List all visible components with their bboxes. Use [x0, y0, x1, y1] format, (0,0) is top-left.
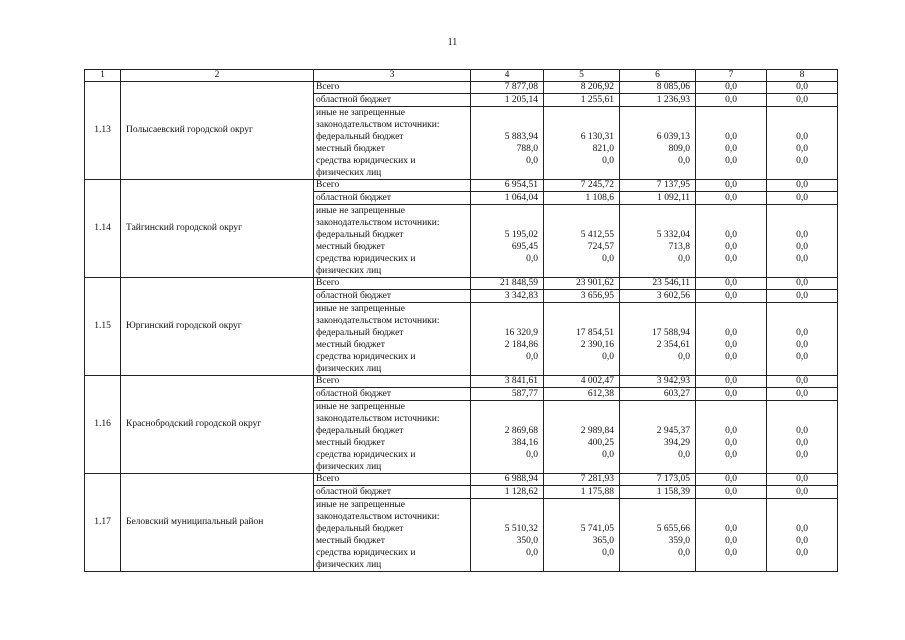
- value-federal: 0,0: [725, 524, 737, 534]
- label-other-sources: [314, 401, 471, 474]
- value-legal: 0,0: [526, 352, 538, 362]
- header-cell: 3: [314, 70, 471, 82]
- header-cell: 1: [85, 70, 121, 82]
- value-regional: 587,77: [471, 388, 544, 401]
- label-regional: областной бюджет: [314, 486, 471, 499]
- value-regional: 0,0: [696, 486, 767, 499]
- spacer: [698, 205, 764, 229]
- label-line: физических лиц: [316, 364, 382, 374]
- value-other-sources: [544, 205, 620, 278]
- value-local: 2 184,86: [504, 340, 538, 350]
- value-federal: 2 945,37: [656, 426, 690, 436]
- value-legal: 0,0: [526, 450, 538, 460]
- table-row: [85, 278, 838, 290]
- value-federal: 17 854,51: [576, 328, 614, 338]
- header-cell: 4: [471, 70, 544, 82]
- value-local: 788,0: [516, 144, 538, 154]
- value-legal: 0,0: [602, 548, 614, 558]
- value-local: 2 354,61: [656, 340, 690, 350]
- municipality-name: Юргинский городской округ: [121, 278, 314, 376]
- value-regional: 3 342,83: [471, 290, 544, 303]
- value-federal: 0,0: [796, 230, 808, 240]
- value-legal: 0,0: [602, 450, 614, 460]
- value-total: 0,0: [767, 474, 838, 486]
- value-total: 0,0: [767, 376, 838, 388]
- label-regional: областной бюджет: [314, 290, 471, 303]
- value-local: 821,0: [592, 144, 614, 154]
- value-other-sources: [696, 303, 767, 376]
- value-federal: 5 655,66: [656, 524, 690, 534]
- value-total: 3 942,93: [620, 376, 696, 388]
- value-other-sources: [471, 205, 544, 278]
- value-local: 0,0: [725, 438, 737, 448]
- spacer: [622, 205, 690, 229]
- value-other-sources: [767, 401, 838, 474]
- value-other-sources: [767, 205, 838, 278]
- label-total: Всего: [314, 82, 471, 94]
- value-legal: 0,0: [678, 352, 690, 362]
- value-regional: 0,0: [767, 388, 838, 401]
- row-number: 1.16: [85, 376, 121, 474]
- value-local: 713,8: [668, 242, 690, 252]
- header-cell: 7: [696, 70, 767, 82]
- spacer: [622, 107, 690, 131]
- value-total: 0,0: [767, 82, 838, 94]
- label-total: Всего: [314, 278, 471, 290]
- value-total: 7 877,08: [471, 82, 544, 94]
- label-other-sources: [314, 107, 471, 180]
- label-line: средства юридических и: [316, 548, 416, 558]
- label-other-sources: [314, 205, 471, 278]
- value-legal: 0,0: [725, 450, 737, 460]
- value-total: 8 085,06: [620, 82, 696, 94]
- value-federal: 17 588,94: [652, 328, 690, 338]
- value-federal: 0,0: [796, 426, 808, 436]
- value-local: 0,0: [796, 242, 808, 252]
- value-other-sources: [544, 107, 620, 180]
- value-legal: 0,0: [796, 450, 808, 460]
- value-regional: 0,0: [696, 388, 767, 401]
- municipality-name: Краснобродский городской округ: [121, 376, 314, 474]
- value-total: 23 546,11: [620, 278, 696, 290]
- value-federal: 0,0: [796, 524, 808, 534]
- label-line: законодательством источники:: [316, 120, 440, 130]
- value-regional: 1 128,62: [471, 486, 544, 499]
- value-other-sources: [696, 499, 767, 572]
- header-cell: 5: [544, 70, 620, 82]
- spacer: [473, 499, 538, 523]
- label-line: иные не запрещенные: [316, 206, 406, 216]
- value-other-sources: [696, 401, 767, 474]
- header-row: [85, 70, 838, 82]
- value-local: 365,0: [592, 536, 614, 546]
- value-federal: 16 320,9: [504, 328, 538, 338]
- table-row: [85, 82, 838, 94]
- value-legal: 0,0: [678, 156, 690, 166]
- label-line: федеральный бюджет: [316, 328, 404, 338]
- value-regional: 612,38: [544, 388, 620, 401]
- spacer: [546, 205, 614, 229]
- label-line: законодательством источники:: [316, 512, 440, 522]
- value-local: 350,0: [516, 536, 538, 546]
- value-total: 0,0: [767, 180, 838, 192]
- value-total: 7 137,95: [620, 180, 696, 192]
- value-federal: 0,0: [725, 230, 737, 240]
- label-line: местный бюджет: [316, 144, 385, 154]
- value-legal: 0,0: [678, 254, 690, 264]
- spacer: [622, 303, 690, 327]
- value-total: 0,0: [696, 474, 767, 486]
- value-regional: 0,0: [767, 94, 838, 107]
- spacer: [546, 401, 614, 425]
- spacer: [769, 401, 835, 425]
- value-regional: 1 175,88: [544, 486, 620, 499]
- budget-table: [84, 69, 838, 572]
- value-legal: 0,0: [725, 352, 737, 362]
- value-local: 0,0: [725, 340, 737, 350]
- value-other-sources: [471, 401, 544, 474]
- label-line: средства юридических и: [316, 352, 416, 362]
- value-regional: 0,0: [696, 192, 767, 205]
- value-other-sources: [767, 107, 838, 180]
- value-total: 8 206,92: [544, 82, 620, 94]
- value-total: 0,0: [696, 376, 767, 388]
- value-regional: 1 236,93: [620, 94, 696, 107]
- label-regional: областной бюджет: [314, 388, 471, 401]
- label-line: физических лиц: [316, 266, 382, 276]
- value-other-sources: [620, 205, 696, 278]
- value-federal: 2 989,84: [580, 426, 614, 436]
- value-other-sources: [471, 303, 544, 376]
- value-local: 695,45: [511, 242, 538, 252]
- value-local: 400,25: [587, 438, 614, 448]
- label-line: местный бюджет: [316, 340, 385, 350]
- value-local: 384,16: [511, 438, 538, 448]
- value-federal: 0,0: [796, 132, 808, 142]
- value-other-sources: [696, 107, 767, 180]
- value-other-sources: [696, 205, 767, 278]
- value-other-sources: [544, 303, 620, 376]
- label-line: иные не запрещенные: [316, 304, 406, 314]
- value-local: 0,0: [796, 438, 808, 448]
- value-other-sources: [471, 499, 544, 572]
- value-regional: 0,0: [696, 290, 767, 303]
- value-local: 0,0: [725, 536, 737, 546]
- label-line: местный бюджет: [316, 242, 385, 252]
- value-total: 21 848,59: [471, 278, 544, 290]
- value-regional: 0,0: [767, 192, 838, 205]
- label-line: федеральный бюджет: [316, 132, 404, 142]
- spacer: [473, 107, 538, 131]
- value-regional: 0,0: [696, 94, 767, 107]
- value-regional: 1 255,61: [544, 94, 620, 107]
- label-line: законодательством источники:: [316, 316, 440, 326]
- table-row: [85, 180, 838, 192]
- spacer: [546, 107, 614, 131]
- value-legal: 0,0: [526, 254, 538, 264]
- value-other-sources: [544, 401, 620, 474]
- value-other-sources: [544, 499, 620, 572]
- value-total: 0,0: [767, 278, 838, 290]
- value-local: 724,57: [587, 242, 614, 252]
- value-legal: 0,0: [725, 156, 737, 166]
- value-federal: 2 869,68: [504, 426, 538, 436]
- value-federal: 0,0: [796, 328, 808, 338]
- label-line: средства юридических и: [316, 450, 416, 460]
- label-line: физических лиц: [316, 462, 382, 472]
- label-line: местный бюджет: [316, 438, 385, 448]
- municipality-name: Полысаевский городской округ: [121, 82, 314, 180]
- value-local: 0,0: [725, 144, 737, 154]
- value-local: 394,29: [663, 438, 690, 448]
- value-regional: 603,27: [620, 388, 696, 401]
- row-number: 1.17: [85, 474, 121, 572]
- value-federal: 5 195,02: [504, 230, 538, 240]
- label-line: иные не запрещенные: [316, 108, 406, 118]
- value-legal: 0,0: [602, 352, 614, 362]
- value-local: 809,0: [668, 144, 690, 154]
- row-number: 1.14: [85, 180, 121, 278]
- label-line: физических лиц: [316, 560, 382, 570]
- value-federal: 5 332,04: [656, 230, 690, 240]
- value-legal: 0,0: [796, 156, 808, 166]
- value-total: 3 841,61: [471, 376, 544, 388]
- label-line: физических лиц: [316, 168, 382, 178]
- value-legal: 0,0: [725, 548, 737, 558]
- table-row: [85, 376, 838, 388]
- municipality-name: Тайгинский городской округ: [121, 180, 314, 278]
- spacer: [546, 499, 614, 523]
- spacer: [698, 107, 764, 131]
- value-regional: 3 602,56: [620, 290, 696, 303]
- value-federal: 0,0: [725, 426, 737, 436]
- value-other-sources: [767, 303, 838, 376]
- spacer: [473, 401, 538, 425]
- value-total: 0,0: [696, 82, 767, 94]
- spacer: [622, 499, 690, 523]
- label-line: федеральный бюджет: [316, 426, 404, 436]
- spacer: [769, 303, 835, 327]
- value-total: 4 002,47: [544, 376, 620, 388]
- label-line: федеральный бюджет: [316, 524, 404, 534]
- value-legal: 0,0: [678, 548, 690, 558]
- label-total: Всего: [314, 474, 471, 486]
- value-federal: 5 510,32: [504, 524, 538, 534]
- value-legal: 0,0: [796, 254, 808, 264]
- value-total: 6 954,51: [471, 180, 544, 192]
- value-total: 6 988,94: [471, 474, 544, 486]
- value-local: 0,0: [796, 536, 808, 546]
- value-regional: 1 064,04: [471, 192, 544, 205]
- label-regional: областной бюджет: [314, 94, 471, 107]
- label-line: средства юридических и: [316, 254, 416, 264]
- value-local: 2 390,16: [580, 340, 614, 350]
- label-line: законодательством источники:: [316, 414, 440, 424]
- value-legal: 0,0: [526, 156, 538, 166]
- value-other-sources: [471, 107, 544, 180]
- value-local: 0,0: [725, 242, 737, 252]
- label-other-sources: [314, 303, 471, 376]
- spacer: [698, 401, 764, 425]
- header-cell: 6: [620, 70, 696, 82]
- value-total: 7 173,05: [620, 474, 696, 486]
- page-number: 11: [447, 37, 458, 48]
- value-total: 0,0: [696, 278, 767, 290]
- value-legal: 0,0: [602, 254, 614, 264]
- value-regional: 1 092,11: [620, 192, 696, 205]
- value-regional: 1 158,39: [620, 486, 696, 499]
- label-regional: областной бюджет: [314, 192, 471, 205]
- spacer: [769, 107, 835, 131]
- value-other-sources: [620, 107, 696, 180]
- spacer: [698, 499, 764, 523]
- value-total: 0,0: [696, 180, 767, 192]
- label-other-sources: [314, 499, 471, 572]
- value-local: 0,0: [796, 144, 808, 154]
- spacer: [698, 303, 764, 327]
- value-legal: 0,0: [796, 352, 808, 362]
- value-local: 0,0: [796, 340, 808, 350]
- value-regional: 0,0: [767, 486, 838, 499]
- value-regional: 1 205,14: [471, 94, 544, 107]
- table-body: [85, 82, 838, 572]
- value-federal: 0,0: [725, 328, 737, 338]
- value-other-sources: [620, 401, 696, 474]
- spacer: [546, 303, 614, 327]
- value-legal: 0,0: [796, 548, 808, 558]
- spacer: [473, 205, 538, 229]
- table-row: [85, 474, 838, 486]
- spacer: [769, 499, 835, 523]
- label-line: местный бюджет: [316, 536, 385, 546]
- spacer: [769, 205, 835, 229]
- value-regional: 1 108,6: [544, 192, 620, 205]
- spacer: [473, 303, 538, 327]
- value-legal: 0,0: [678, 450, 690, 460]
- value-federal: 6 130,31: [580, 132, 614, 142]
- header-cell: 2: [121, 70, 314, 82]
- label-line: иные не запрещенные: [316, 500, 406, 510]
- label-line: средства юридических и: [316, 156, 416, 166]
- value-federal: 5 883,94: [504, 132, 538, 142]
- label-total: Всего: [314, 180, 471, 192]
- header-cell: 8: [767, 70, 838, 82]
- value-total: 23 901,62: [544, 278, 620, 290]
- value-local: 359,0: [668, 536, 690, 546]
- value-federal: 5 741,05: [580, 524, 614, 534]
- value-other-sources: [620, 303, 696, 376]
- value-regional: 3 656,95: [544, 290, 620, 303]
- value-legal: 0,0: [602, 156, 614, 166]
- label-total: Всего: [314, 376, 471, 388]
- label-line: законодательством источники:: [316, 218, 440, 228]
- row-number: 1.13: [85, 82, 121, 180]
- value-legal: 0,0: [725, 254, 737, 264]
- value-federal: 6 039,13: [656, 132, 690, 142]
- municipality-name: Беловский муниципальный район: [121, 474, 314, 572]
- row-number: 1.15: [85, 278, 121, 376]
- value-total: 7 245,72: [544, 180, 620, 192]
- value-other-sources: [620, 499, 696, 572]
- label-line: федеральный бюджет: [316, 230, 404, 240]
- value-other-sources: [767, 499, 838, 572]
- value-legal: 0,0: [526, 548, 538, 558]
- label-line: иные не запрещенные: [316, 402, 406, 412]
- value-federal: 5 412,55: [580, 230, 614, 240]
- value-federal: 0,0: [725, 132, 737, 142]
- spacer: [622, 401, 690, 425]
- value-total: 7 281,93: [544, 474, 620, 486]
- value-regional: 0,0: [767, 290, 838, 303]
